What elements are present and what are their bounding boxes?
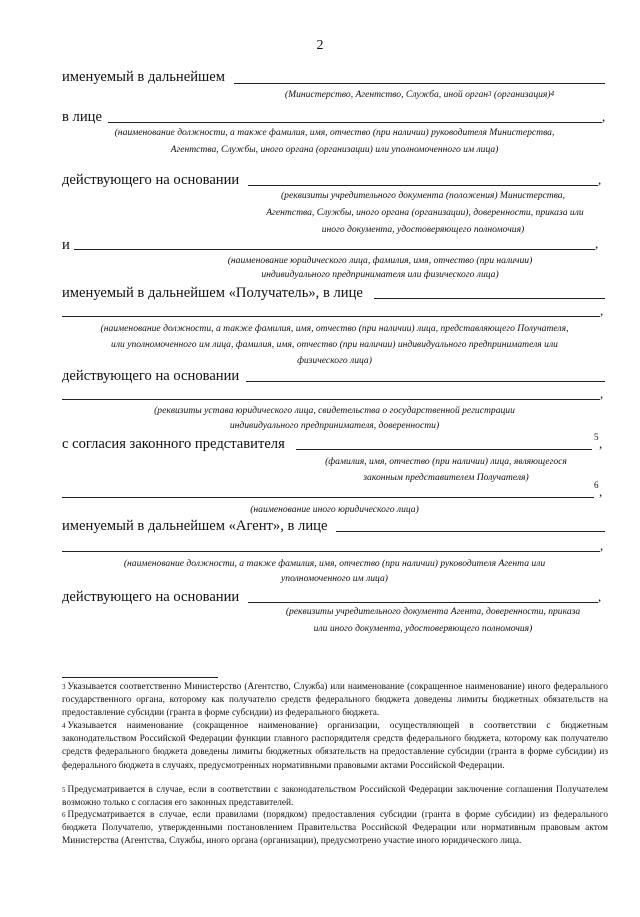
caption-agent-2: уполномоченного им лица) [281, 573, 388, 584]
form-label-recipient-person: именуемый в дальнейшем «Получатель», в лице [62, 285, 363, 301]
form-label-acting-basis-agent: действующего на основании [62, 589, 240, 605]
caption-legal-rep-1: (фамилия, имя, отчество (при наличии) лица, являющегося [325, 456, 567, 467]
caption-basis-3: иного документа, удостоверяющего полномочия) [321, 224, 525, 235]
caption-charter-1: (реквизиты устава юридического лица, свидетельства о государственной регистрации [154, 405, 515, 416]
caption-recipient-1: (наименование юридического лица, фамилия, имя, отчество (при наличии) [227, 255, 533, 266]
caption-rep-3: физического лица) [297, 355, 372, 366]
caption-ministry: (Министерство, Агентство, Служба, иной орган$^3$ (организация)$^4$ [284, 89, 555, 100]
footnote-ref-5: 5 [594, 432, 599, 442]
footnote-ref-6: 6 [594, 480, 599, 490]
caption-agent-basis-2: или иного документа, удостоверяющего полномочия) [313, 623, 533, 634]
form-label-legal-consent: с согласия законного представителя [62, 436, 285, 452]
comma-mark: , [602, 109, 606, 124]
fill-line-recipient-person[interactable] [374, 298, 605, 299]
fill-line-agent-person[interactable] [336, 531, 605, 532]
footnote-6: $^6$ Предусматривается в случае, если правилами (порядком) предоставления субсидии (гранта в форме субсидии) из федерального бюджета Получателю, утвержденными постановлением Правительства Российской Федерации или нормативным правовым актом Министерства (Агентства, Службы, иного органа (организации), предусмотрено участие иного юридического лица. [62, 810, 608, 847]
caption-head-1: (наименование должности, а также фамилия, имя, отчество (при наличии) руководителя Министерства, [114, 127, 555, 138]
form-label-in-person: в лице [62, 109, 102, 125]
comma-mark: , [600, 386, 604, 401]
footnote-separator [62, 677, 218, 678]
caption-charter-2: индивидуального предпринимателя, доверенности) [229, 420, 440, 431]
form-label-and: и [62, 237, 70, 253]
form-label-agent-person: именуемый в дальнейшем «Агент», в лице [62, 518, 328, 534]
comma-mark: , [600, 303, 604, 318]
fill-line-legal-rep[interactable] [296, 449, 592, 450]
fill-line-basis-recipient[interactable] [246, 381, 605, 382]
fill-line-head[interactable] [108, 122, 602, 123]
caption-other-entity: (наименование иного юридического лица) [250, 504, 419, 515]
page-number: 2 [316, 38, 324, 53]
caption-head-2: Агентства, Службы, иного органа (организации) или уполномоченного им лица) [170, 144, 499, 155]
footnote-5: $^5$ Предусматривается в случае, если в соответствии с законодательством Российской Федерации заключение соглашения Получателем возможно только с согласия его законных представителей. [62, 785, 608, 809]
comma-mark: , [598, 589, 602, 604]
fill-line-recipient-person-2[interactable] [62, 316, 600, 317]
comma-mark: , [599, 436, 603, 451]
fill-line-agent-person-2[interactable] [62, 551, 600, 552]
caption-recipient-2: индивидуального предпринимателя или физического лица) [261, 269, 499, 280]
comma-mark: , [599, 484, 603, 499]
fill-line-basis-recipient-2[interactable] [62, 399, 600, 400]
caption-rep-2: или уполномоченного им лица, фамилия, имя, отчество (при наличии) индивидуального предпринимателя или [111, 339, 558, 350]
caption-rep-1: (наименование должности, а также фамилия, имя, отчество (при наличии) лица, представляющего Получателя, [100, 323, 569, 334]
caption-basis-1: (реквизиты учредительного документа (положения) Министерства, [280, 190, 566, 201]
fill-line-basis[interactable] [248, 185, 598, 186]
caption-legal-rep-2: законным представителем Получателя) [363, 472, 529, 483]
caption-agent-1: (наименование должности, а также фамилия, имя, отчество (при наличии) руководителя Агента или [123, 558, 546, 569]
form-label-acting-basis-recipient: действующего на основании [62, 368, 240, 384]
form-label-referred: именуемый в дальнейшем [62, 69, 225, 85]
caption-basis-2: Агентства, Службы, иного органа (организации), доверенности, приказа или [266, 207, 584, 218]
comma-mark: , [598, 172, 602, 187]
caption-agent-basis-1: (реквизиты учредительного документа Агента, доверенности, приказа [285, 606, 581, 617]
footnote-4: $^4$ Указывается наименование (сокращенное наименование) организации, осуществляющей в соответствии с бюджетным законодательством Российской Федерации функции главного распорядителя средств федерального бюджета, которому как получателю средств федерального бюджета доведены лимиты бюджетных обязательств на предоставление субсидии (гранта в форме субсидии) из федерального бюджета в случаях, предусмотренных нормативными правовыми актами Российской Федерации. [62, 721, 608, 771]
fill-line-recipient[interactable] [74, 249, 595, 250]
comma-mark: , [595, 236, 599, 251]
fill-line-other-entity[interactable] [62, 497, 594, 498]
footnote-3: $^3$ Указывается соответственно Министерство (Агентство, Служба) или наименование (сокращенное наименование) иного федерального государственного органа, которому как получателю средств федерального бюджета доведены лимиты бюджетных обязательств на предоставление субсидии (гранта в форме субсидии) из федерального бюджета. [62, 682, 608, 719]
form-label-acting-basis: действующего на основании [62, 172, 240, 188]
comma-mark: , [600, 538, 604, 553]
fill-line-ministry[interactable] [234, 83, 605, 84]
